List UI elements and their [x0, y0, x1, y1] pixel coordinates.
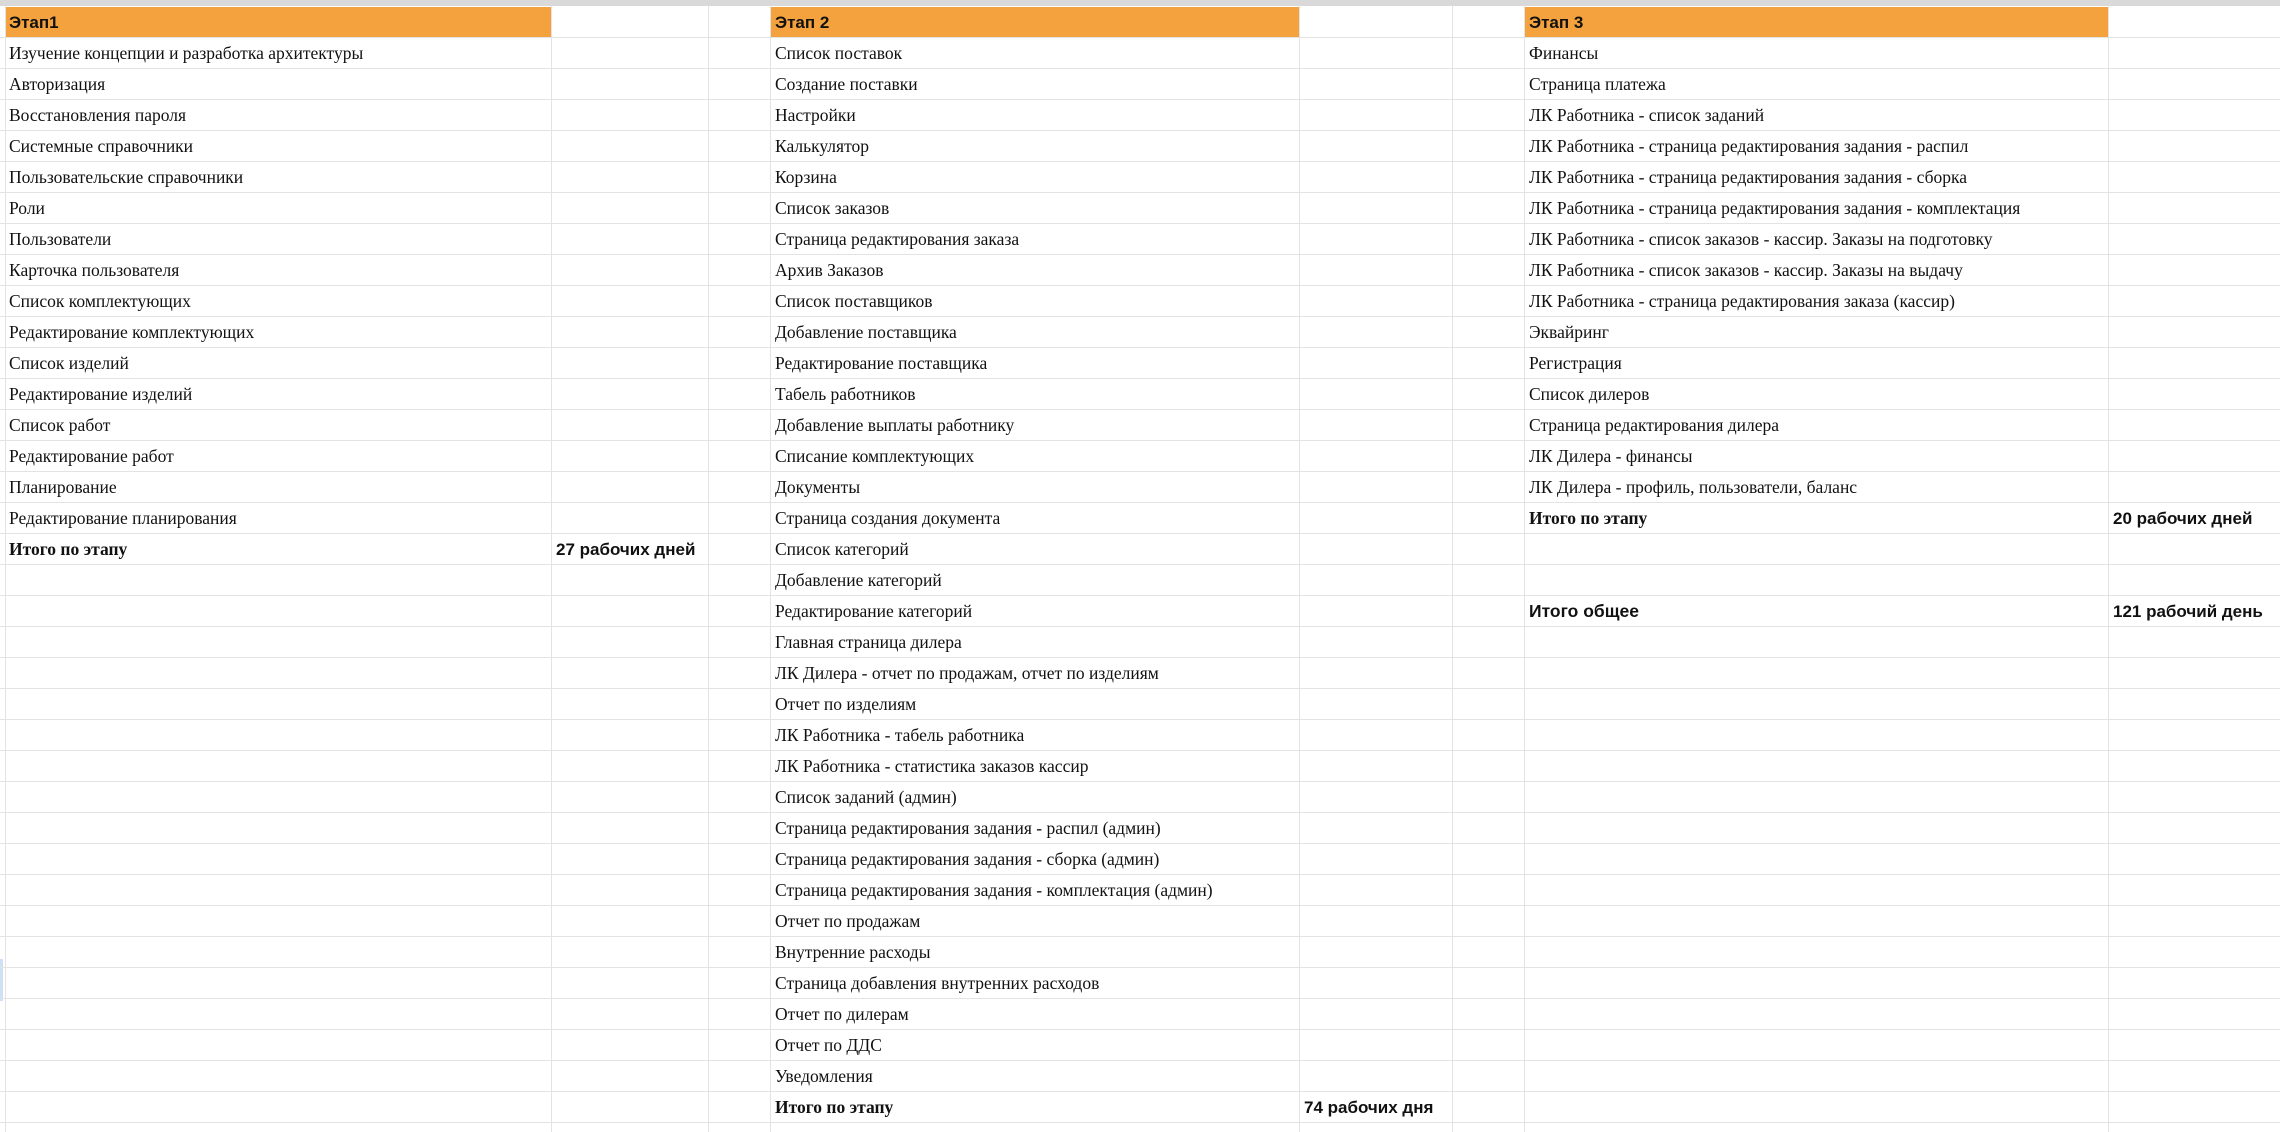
stage2-task-cell[interactable]: Список заданий (админ) [775, 787, 957, 807]
stage2-task-cell[interactable]: Список поставщиков [775, 291, 933, 311]
stage1-task-cell[interactable]: Редактирование изделий [9, 384, 193, 404]
stage1-task-cell[interactable]: Редактирование работ [9, 446, 174, 466]
stage1-task-cell[interactable]: Пользовательские справочники [9, 167, 244, 187]
stage2-task-cell[interactable]: Главная страница дилера [775, 632, 962, 652]
stage2-task-cell[interactable]: ЛК Работника - табель работника [775, 725, 1025, 745]
stage2-task-cell[interactable]: Страница редактирования задания - сборка (админ) [775, 849, 1160, 869]
stage3-header[interactable]: Этап 3 [1529, 13, 1584, 32]
stage3-total-value[interactable]: 20 рабочих дней [2113, 509, 2253, 528]
column-divider [770, 6, 771, 1132]
stage2-task-cell[interactable]: Настройки [775, 105, 856, 125]
stage1-header[interactable]: Этап1 [9, 13, 59, 32]
stage1-task-cell[interactable]: Восстановления пароля [9, 105, 187, 125]
row-selection-marker [0, 959, 3, 1001]
column-divider [1299, 6, 1300, 1132]
stage3-task-cell[interactable]: Финансы [1529, 43, 1599, 63]
stage3-task-cell[interactable]: Эквайринг [1529, 322, 1609, 342]
stage2-task-cell[interactable]: Страница создания документа [775, 508, 1001, 528]
column-divider [1524, 6, 1525, 1132]
stage2-task-cell[interactable]: Документы [775, 477, 861, 497]
stage2-task-cell[interactable]: Корзина [775, 167, 837, 187]
stage2-task-cell[interactable]: Страница редактирования заказа [775, 229, 1020, 249]
stage2-header-fill [771, 7, 1299, 37]
stage1-task-cell[interactable]: Список работ [9, 415, 111, 435]
stage1-total-label[interactable]: Итого по этапу [9, 539, 128, 559]
stage3-task-cell[interactable]: Страница платежа [1529, 74, 1666, 94]
column-divider [1452, 6, 1453, 1132]
column-divider [5, 6, 6, 1132]
stage3-task-cell[interactable]: ЛК Работника - страница редактирования заказа (кассир) [1529, 291, 1955, 311]
stage3-task-cell[interactable]: ЛК Работника - список заказов - кассир. Заказы на подготовку [1529, 229, 1993, 249]
stage2-total-value[interactable]: 74 рабочих дня [1304, 1098, 1434, 1117]
stage1-task-cell[interactable]: Пользователи [9, 229, 112, 249]
column-divider [708, 6, 709, 1132]
stage2-task-cell[interactable]: Добавление выплаты работнику [775, 415, 1015, 435]
stage1-task-cell[interactable]: Список комплектующих [9, 291, 191, 311]
stage3-task-cell[interactable]: ЛК Работника - страница редактирования задания - сборка [1529, 167, 1967, 187]
stage2-task-cell[interactable]: Уведомления [775, 1066, 873, 1086]
stage1-task-cell[interactable]: Авторизация [9, 74, 106, 94]
stage2-task-cell[interactable]: Список заказов [775, 198, 890, 218]
stage1-task-cell[interactable]: Изучение концепции и разработка архитектуры [9, 43, 364, 63]
empty-cell[interactable] [1527, 565, 2020, 596]
stage1-task-cell[interactable]: Роли [9, 198, 45, 218]
column-divider [2108, 6, 2109, 1132]
stage3-task-cell[interactable]: Страница редактирования дилера [1529, 415, 1780, 435]
stage1-task-cell[interactable]: Список изделий [9, 353, 129, 373]
stage2-task-cell[interactable]: Архив Заказов [775, 260, 884, 280]
stage1-total-value[interactable]: 27 рабочих дней [556, 540, 696, 559]
stage1-task-list [7, 38, 363, 565]
stage3-task-cell[interactable]: ЛК Дилера - профиль, пользователи, баланс [1529, 477, 1858, 497]
stage1-task-cell[interactable]: Планирование [9, 477, 117, 497]
grand-total-value[interactable]: 121 рабочий день [2113, 602, 2263, 621]
stage1-task-cell[interactable]: Редактирование планирования [9, 508, 237, 528]
stage2-task-cell[interactable]: Внутренние расходы [775, 942, 931, 962]
stage2-task-cell[interactable]: Создание поставки [775, 74, 918, 94]
stage3-header-fill [1525, 7, 2108, 37]
stage2-task-cell[interactable]: ЛК Работника - статистика заказов кассир [775, 756, 1089, 776]
stage3-task-cell[interactable]: ЛК Дилера - финансы [1529, 446, 1693, 466]
stage2-task-cell[interactable]: Редактирование категорий [775, 601, 973, 621]
stage2-task-cell[interactable]: Страница добавления внутренних расходов [775, 973, 1100, 993]
sheet-top-edge [0, 0, 2280, 6]
stage2-task-cell[interactable]: Страница редактирования задания - распил (админ) [775, 818, 1161, 838]
stage2-task-cell[interactable]: Калькулятор [775, 136, 870, 156]
stage3-task-cell[interactable]: Регистрация [1529, 353, 1622, 373]
stage3-task-cell[interactable]: ЛК Работника - список заказов - кассир. Заказы на выдачу [1529, 260, 1963, 280]
empty-cell[interactable] [1527, 534, 2020, 565]
stage1-task-cell[interactable]: Карточка пользователя [9, 260, 180, 280]
stage2-task-list [773, 38, 1213, 1123]
stage3-task-cell[interactable]: ЛК Работника - страница редактирования задания - распил [1529, 136, 1969, 156]
stage2-task-cell[interactable]: Отчет по изделиям [775, 694, 917, 714]
stage2-task-cell[interactable]: Список поставок [775, 43, 903, 63]
stage2-task-cell[interactable]: Списание комплектующих [775, 446, 975, 466]
stage2-task-cell[interactable]: Отчет по дилерам [775, 1004, 909, 1024]
stage2-task-cell[interactable]: Добавление поставщика [775, 322, 957, 342]
grand-total-label[interactable]: Итого общее [1529, 601, 1639, 621]
stage2-task-cell[interactable]: Отчет по ДДС [775, 1035, 882, 1055]
column-divider [551, 6, 552, 1132]
stage2-task-cell[interactable]: Табель работников [775, 384, 916, 404]
stage3-task-list [1527, 38, 2020, 627]
stage1-task-cell[interactable]: Системные справочники [9, 136, 194, 156]
stage3-task-cell[interactable]: Список дилеров [1529, 384, 1650, 404]
stage2-task-cell[interactable]: Отчет по продажам [775, 911, 921, 931]
stage2-header[interactable]: Этап 2 [775, 13, 830, 32]
stage1-header-fill [6, 7, 551, 37]
stage3-total-label[interactable]: Итого по этапу [1529, 508, 1648, 528]
stage2-task-cell[interactable]: ЛК Дилера - отчет по продажам, отчет по изделиям [775, 663, 1159, 683]
stage2-total-label[interactable]: Итого по этапу [775, 1097, 894, 1117]
stage2-task-cell[interactable]: Страница редактирования задания - комплектация (админ) [775, 880, 1213, 900]
stage3-task-cell[interactable]: ЛК Работника - список заданий [1529, 105, 1765, 125]
stage3-task-cell[interactable]: ЛК Работника - страница редактирования задания - комплектация [1529, 198, 2021, 218]
stage2-task-cell[interactable]: Редактирование поставщика [775, 353, 988, 373]
stage2-task-cell[interactable]: Добавление категорий [775, 570, 942, 590]
stage2-task-cell[interactable]: Список категорий [775, 539, 909, 559]
stage1-task-cell[interactable]: Редактирование комплектующих [9, 322, 255, 342]
